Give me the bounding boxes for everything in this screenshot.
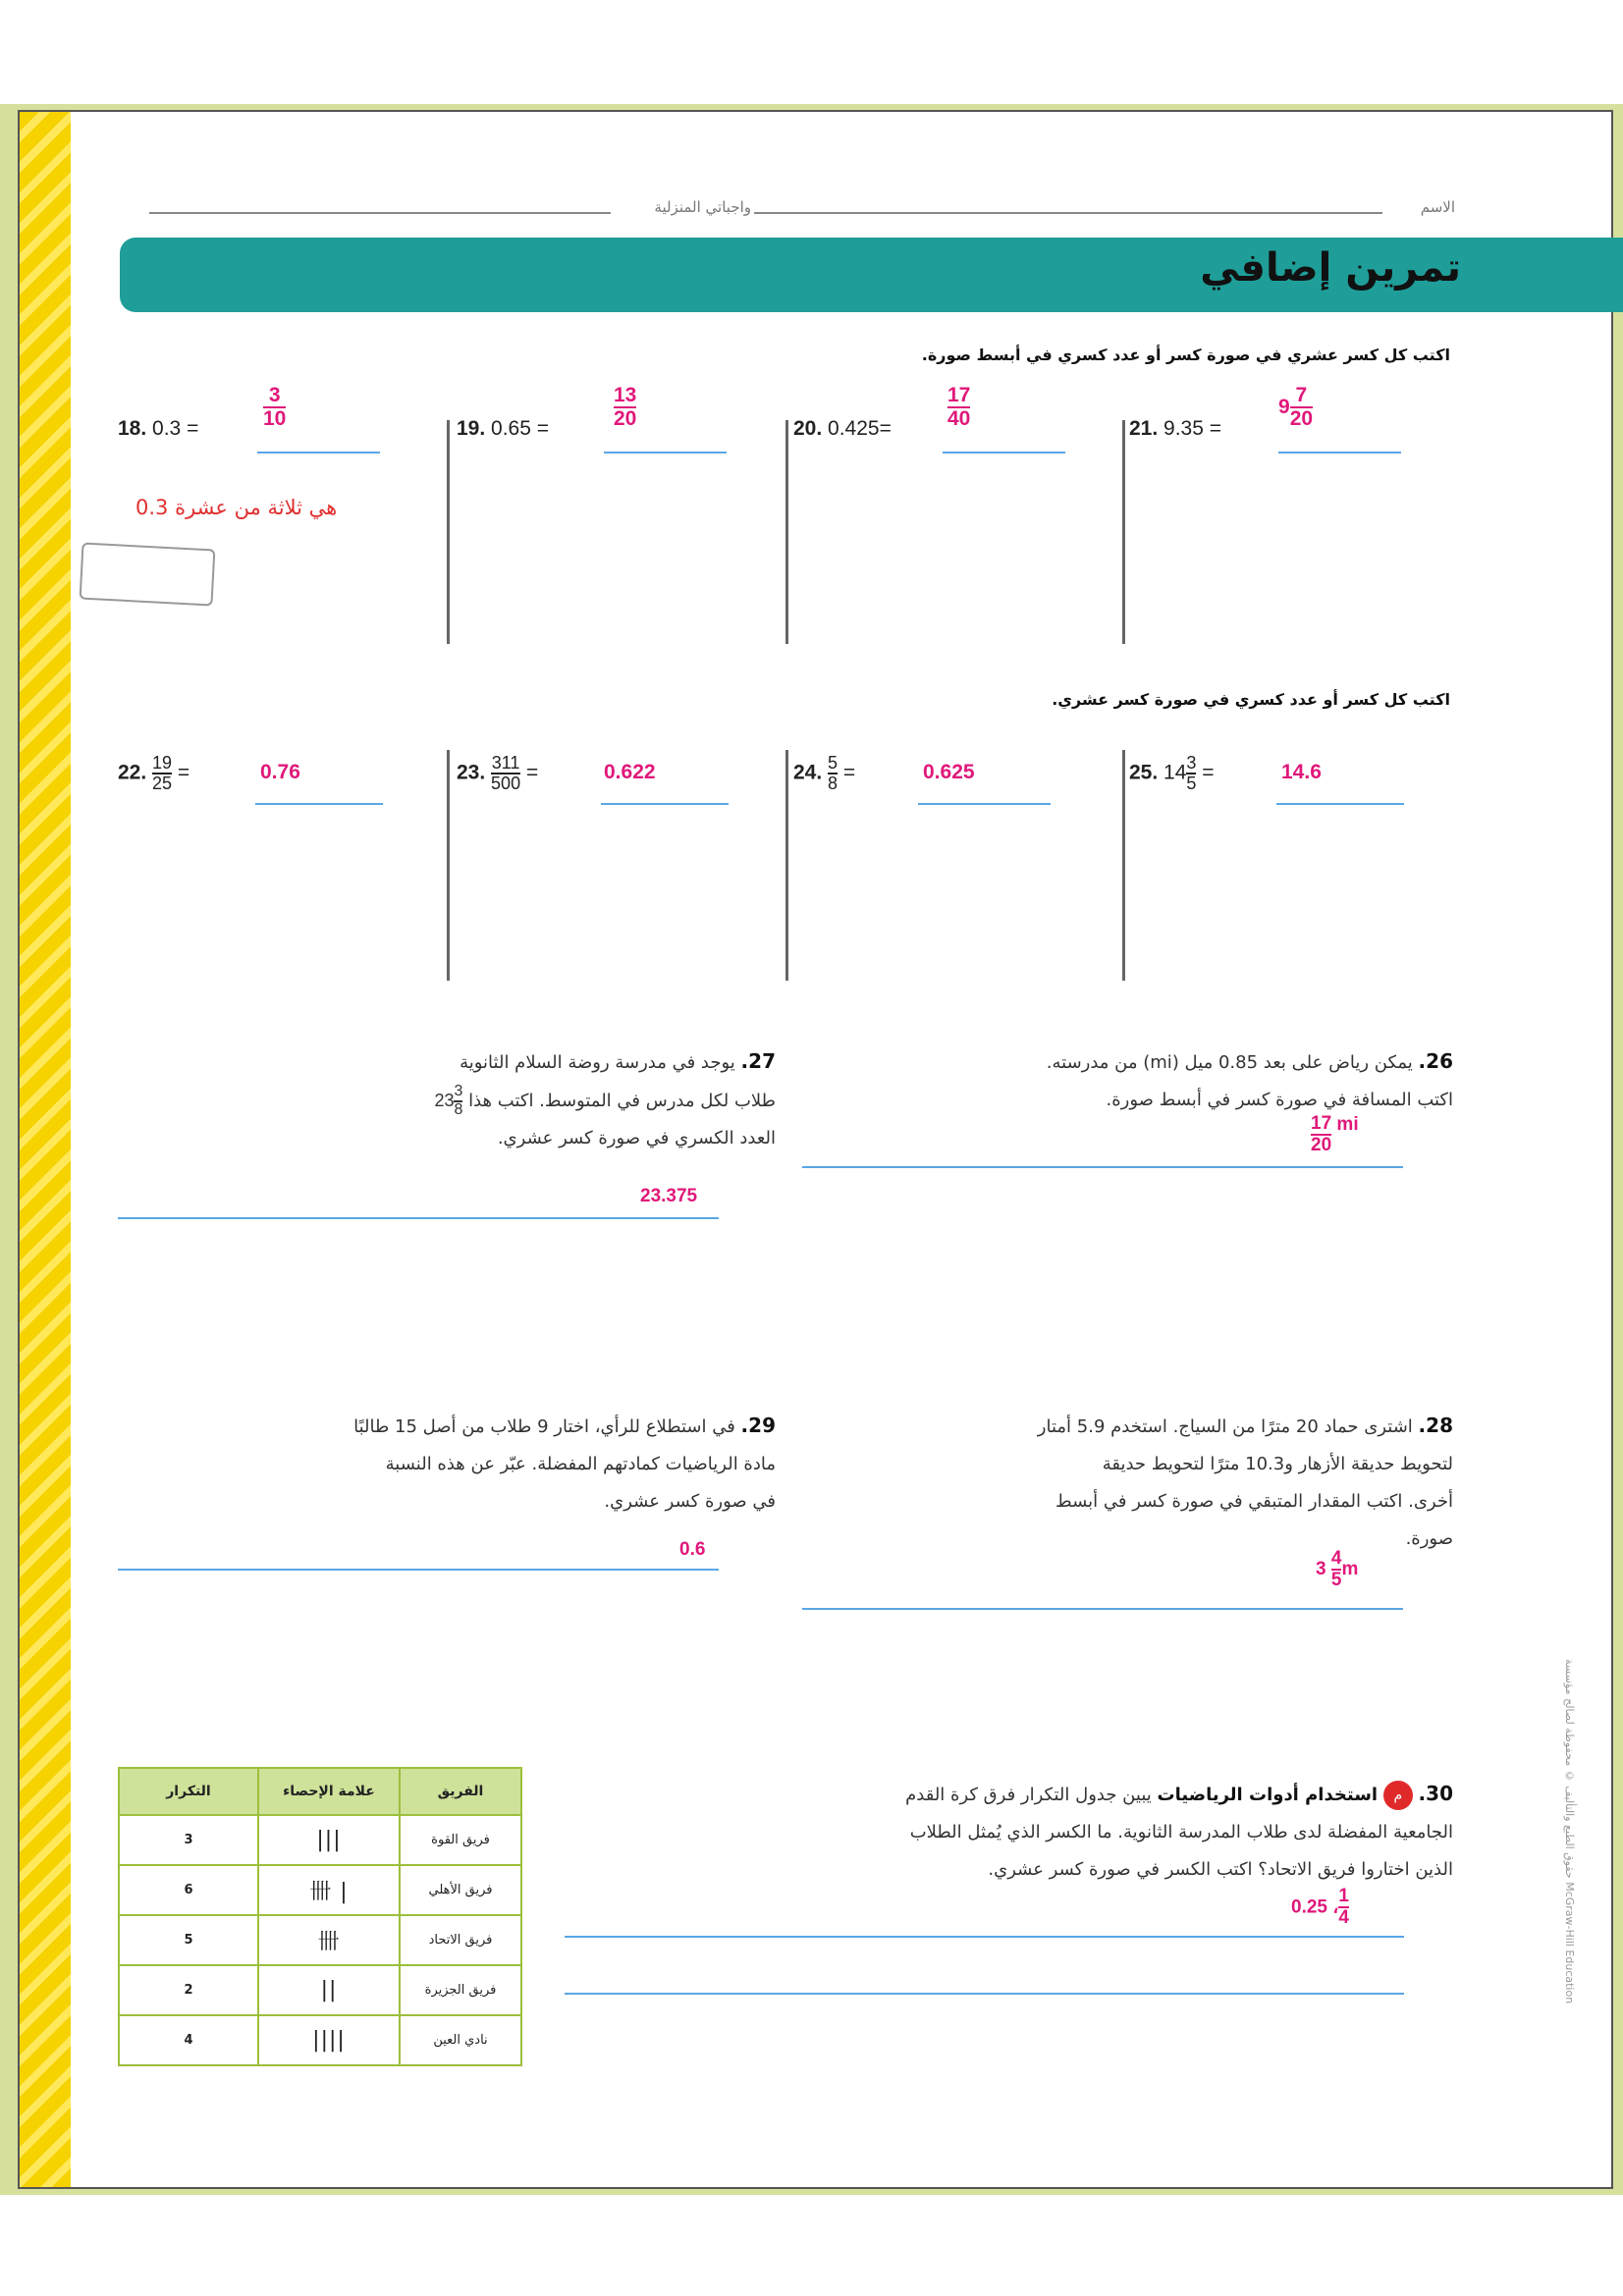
answer-line [565, 1936, 1404, 1938]
answer-21: 9 $\frac{7}{20}$ [1278, 384, 1314, 431]
answer-27: 23.375 [640, 1186, 698, 1206]
divider [1122, 750, 1125, 981]
tally-cell: 卌 | [258, 1865, 400, 1915]
answer-line [604, 452, 727, 454]
exercise-23: 23. $\frac{311}{500}$ = [457, 753, 539, 793]
answer-29: 0.6 [679, 1539, 706, 1560]
answer-line [1276, 803, 1404, 805]
count-cell: 2 [119, 1965, 258, 2015]
question-28: 28. اشترى حماد 20 مترًا من السياج. استخدم 5.9 أمتار لتحويط حديقة الأزهار و10.3 مترًا لتحويط حديقة أخرى. اكتب المقدار المتبقي في صورة كسر في أبسط صورة. [1037, 1414, 1453, 1549]
answer-line [802, 1608, 1403, 1610]
copyright-note: حقوق الطبع والتأليف © محفوظة لصالح مؤسسة McGraw-Hill Education [1563, 1659, 1576, 2004]
count-cell: 6 [119, 1865, 258, 1915]
tally-cell: |||| [258, 2015, 400, 2065]
divider [447, 420, 450, 644]
exercise-22: 22. $\frac{19}{25}$ = [118, 753, 190, 793]
answer-23: 0.622 [604, 761, 656, 783]
answer-line [918, 803, 1051, 805]
answer-28: 3 $\frac{4}{5}$ m [1316, 1548, 1359, 1590]
name-label: الاسم [1420, 198, 1455, 216]
divider [785, 420, 788, 644]
answer-22: 0.76 [260, 761, 300, 783]
exercise-20: 20. 0.425= [793, 417, 892, 440]
section2-instruction: اكتب كل كسر أو عدد كسري في صورة كسر عشري. [1052, 690, 1450, 709]
answer-line [565, 1993, 1404, 1995]
table-row [119, 1815, 521, 1865]
answer-18: $\frac{3}{10}$ [263, 384, 287, 431]
answer-19: $\frac{13}{20}$ [614, 384, 637, 431]
section1-instruction: اكتب كل كسر عشري في صورة كسر أو عدد كسري في أبسط صورة. [921, 346, 1450, 364]
exercise-21: 21. 9.35 = [1129, 417, 1222, 440]
count-cell: 3 [119, 1815, 258, 1865]
math-tools-badge: م [1383, 1781, 1413, 1810]
team-cell: فريق الاتحاد [400, 1915, 521, 1965]
table-row [119, 1865, 521, 1915]
banner-title: تمرين إضافي [1200, 245, 1461, 291]
answer-24: 0.625 [923, 761, 975, 783]
answer-line [257, 452, 380, 454]
answer-line [255, 803, 383, 805]
exercise-24: 24. $\frac{5}{8}$ = [793, 753, 856, 793]
table-row [119, 1965, 521, 2015]
header-team: الفريق [400, 1768, 521, 1815]
title-line [149, 212, 611, 214]
tally-cell: 卌 [258, 1915, 400, 1965]
divider [785, 750, 788, 981]
divider [447, 750, 450, 981]
question-29: 29. في استطلاع للرأي، اختار 9 طلاب من أصل 15 طالبًا مادة الرياضيات كمادتهم المفضلة. عبّر عن هذه النسبة في صورة كسر عشري. [353, 1414, 776, 1512]
exercise-18: 18. 0.3 = [118, 417, 199, 440]
answer-line [1278, 452, 1401, 454]
answer-line [943, 452, 1065, 454]
answer-line [601, 803, 729, 805]
header-count: التكرار [119, 1768, 258, 1815]
tally-cell: ||| [258, 1815, 400, 1865]
divider [1122, 420, 1125, 644]
team-cell: فريق القوة [400, 1815, 521, 1865]
handwritten-note: هي ثلاثة من عشرة 0.3 [135, 496, 338, 519]
answer-25: 14.6 [1281, 761, 1322, 783]
question-27: 27. يوجد في مدرسة روضة السلام الثانوية طلاب لكل مدرس في المتوسط. اكتب هذا 23 $\frac{3}{8}$ العدد الكسري في صورة كسر عشري. [434, 1049, 776, 1148]
answer-line [118, 1217, 719, 1219]
answer-line [802, 1166, 1403, 1168]
sticky-note-sketch [80, 542, 216, 606]
table-row [119, 1915, 521, 1965]
table-row [119, 2015, 521, 2065]
count-cell: 5 [119, 1915, 258, 1965]
answer-line [118, 1569, 719, 1571]
exercise-19: 19. 0.65 = [457, 417, 550, 440]
exercise-25: 25. 14 $\frac{3}{5}$ = [1129, 753, 1215, 793]
tally-cell: || [258, 1965, 400, 2015]
answer-20: $\frac{17}{40}$ [947, 384, 971, 431]
team-cell: نادي العين [400, 2015, 521, 2065]
title-label: واجباتي المنزلية [654, 198, 751, 216]
question-30: 30. م استخدام أدوات الرياضيات يبين جدول التكرار فرق كرة القدم الجامعية المفضلة لدى طلاب المدرسة الثانوية. ما الكسر الذي يُمثل الطلاب الذين اختاروا فريق الاتحاد؟ اكتب الكسر في صورة كسر عشري. [905, 1782, 1453, 1880]
answer-26: $\frac{17}{20}$ mi [1311, 1113, 1359, 1155]
question-26: 26. يمكن رياض على بعد 0.85 ميل (mi) من مدرسته. اكتب المسافة في صورة كسر في أبسط صورة. [1046, 1049, 1453, 1110]
decorative-stripe [20, 112, 71, 2187]
team-cell: فريق الجزيرة [400, 1965, 521, 2015]
answer-30: 0.25 ، $\frac{1}{4}$ [1291, 1886, 1349, 1928]
team-cell: فريق الأهلي [400, 1865, 521, 1915]
header-tally: علامة الإحصاء [258, 1768, 400, 1815]
frequency-table [118, 1767, 522, 2066]
name-line [754, 212, 1382, 214]
count-cell: 4 [119, 2015, 258, 2065]
